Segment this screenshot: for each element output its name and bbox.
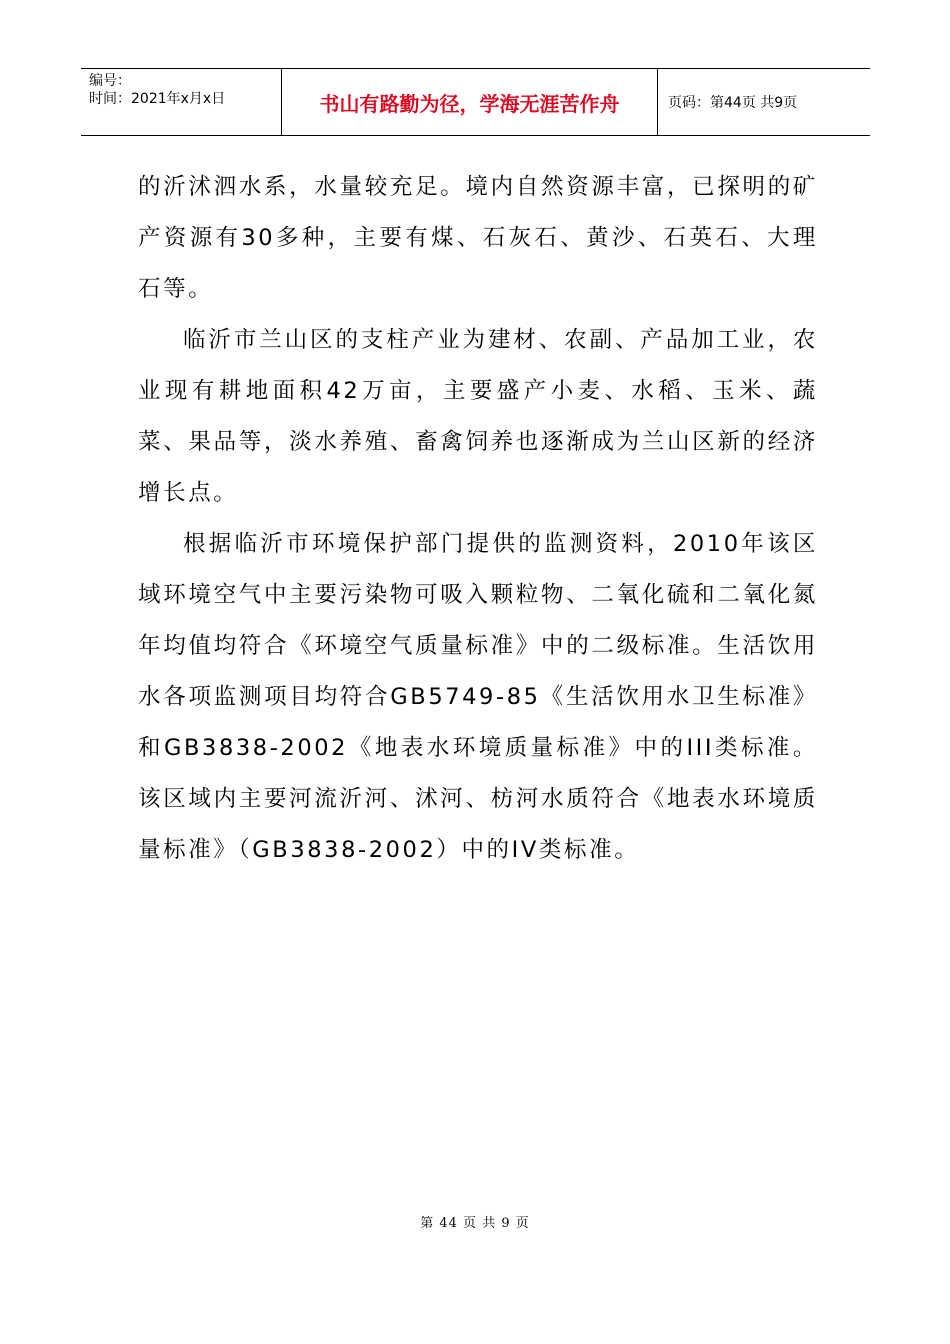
document-time-label: 时间：2021年x月x日 bbox=[89, 91, 226, 107]
document-body bbox=[138, 162, 818, 876]
body-paragraph-2: 临沂市兰山区的支柱产业为建材、农副、产品加工业，农业现有耕地面积42万亩，主要盛产小麦、水稻、玉米、蔬菜、果品等，淡水养殖、畜禽饲养也逐渐成为兰山区新的经济增长点。 bbox=[138, 327, 818, 506]
document-number-label: 编号： bbox=[89, 73, 131, 89]
body-paragraph-3: 根据临沂市环境保护部门提供的监测资料，2010年该区域环境空气中主要污染物可吸入颗粒物、二氧化硫和二氧化氮年均值均符合《环境空气质量标准》中的二级标准。生活饮用水各项监测项目均符合GB5749-85《生活饮用水卫生标准》和GB3838-2002《地表水环境质量标准》中的III类标准。该区域内主要河流沂河、沭河、枋河水质符合《地表水环境质量标准》（GB3838-2002）中的IV类标准。 bbox=[138, 531, 818, 863]
page-footer: 第 44 页 共 9 页 bbox=[420, 1216, 530, 1231]
header-page-info: 页码：第44页 共9页 bbox=[668, 95, 798, 111]
header-meta-cell bbox=[81, 69, 282, 135]
header-motto: 书山有路勤为径，学海无涯苦作舟 bbox=[282, 69, 658, 135]
body-paragraph-1: 的沂沭泗水系，水量较充足。境内自然资源丰富，已探明的矿产资源有30多种，主要有煤、石灰石、黄沙、石英石、大理石等。 bbox=[138, 174, 818, 302]
page-header bbox=[81, 68, 870, 136]
